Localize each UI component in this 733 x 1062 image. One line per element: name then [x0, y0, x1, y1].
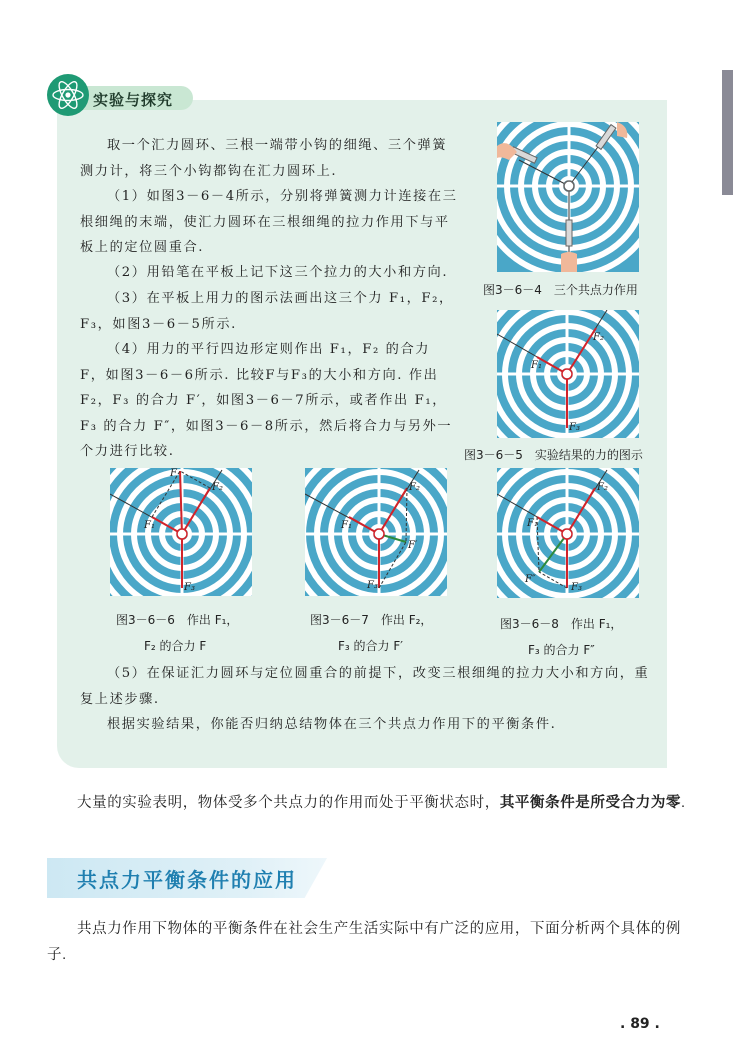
exp-paragraph-7: 根据实验结果，你能否归纳总结物体在三个共点力作用下的平衡条件.: [107, 717, 557, 732]
fig6-caption-line1: 图3－6－6 作出 F₁，: [116, 613, 239, 627]
figure-3-6-8: [497, 468, 639, 598]
exp-paragraph-4: （3）在平板上用力的图示法画出这三个力 F₁，F₂，F₃，如图3－6－5所示.: [80, 291, 454, 332]
fig5-label-F2: F₂: [593, 332, 604, 343]
fig8-label-Fdoubleprime: F″: [525, 574, 536, 585]
fig5-label-F3: F₃: [569, 422, 580, 433]
fig6-label-F3: F₃: [184, 582, 195, 593]
experiment-title: 实验与探究: [93, 91, 174, 109]
exp-paragraph-2: （1）如图3－6－4所示，分别将弹簧测力计连接在三根细绳的末端，使汇力圆环在三根细绳的拉力作用下与平板上的定位圆重合.: [80, 189, 458, 255]
exp-paragraph-1: 取一个汇力圆环、三根一端带小钩的细绳、三个弹簧测力计，将三个小钩都钩在汇力圆环上.: [80, 138, 448, 179]
conclusion-normal: 大量的实验表明，物体受多个共点力的作用而处于平衡状态时，: [77, 795, 500, 811]
page-number: . 89 .: [620, 1016, 660, 1032]
fig8-label-F1: F₁: [527, 518, 538, 529]
section-header: [47, 858, 347, 898]
atom-icon: [47, 74, 89, 116]
fig6-label-F: F: [170, 468, 177, 479]
fig8-label-F2: F₂: [597, 482, 608, 493]
fig7-label-F3: F₃: [367, 580, 378, 591]
fig8-caption-line1: 图3－6－8 作出 F₁，: [500, 617, 623, 631]
fig5-caption: 图3－6－5 实验结果的力的图示: [464, 448, 643, 462]
conclusion-bold-1: 其平衡条件是所受合: [499, 795, 636, 811]
fig7-caption-line1: 图3－6－7 作出 F₂，: [310, 613, 433, 627]
figure-3-6-4: [497, 122, 639, 272]
fig8-label-F3: F₃: [571, 582, 582, 593]
fig6-label-F2: F₂: [212, 482, 223, 493]
conclusion-bold-2: 力为零: [635, 795, 682, 811]
figure-3-6-7: [305, 468, 447, 596]
section-title: 共点力平衡条件的应用: [77, 868, 297, 892]
fig7-caption-line2: F₃ 的合力 F′: [338, 639, 403, 653]
fig7-label-F1: F₁: [341, 520, 352, 531]
chapter-side-label: [724, 205, 733, 355]
conclusion-end: .: [681, 795, 686, 811]
fig5-label-F1: F₁: [531, 360, 542, 371]
figure-3-6-6: [110, 468, 252, 596]
experiment-header: [47, 74, 193, 114]
fig7-label-Fprime: F′: [408, 540, 418, 551]
exp-paragraph-6: （5）在保证汇力圆环与定位圆重合的前提下，改变三根细绳的拉力大小和方向，重复上述步骤.: [80, 666, 650, 707]
fig6-label-F1: F₁: [144, 520, 155, 531]
chapter-side-tab: [722, 70, 733, 195]
fig6-caption-line2: F₂ 的合力 F: [144, 639, 207, 653]
exp-paragraph-5: （4）用力的平行四边形定则作出 F₁，F₂ 的合力 F，如图3－6－6所示. 比较F与F₃的大小和方向. 作出 F₂，F₃ 的合力 F′，如图3－6－7所示，或者作出 F₁，F₃ 的合力 F″，如图3－6－8所示，然后将合力与另外一个力进行比较.: [80, 342, 453, 459]
exp-paragraph-3: （2）用铅笔在平板上记下这三个拉力的大小和方向.: [107, 265, 449, 280]
fig8-caption-line2: F₃ 的合力 F″: [528, 643, 595, 657]
fig7-label-F2: F₂: [409, 482, 420, 493]
conclusion-paragraph: [47, 790, 687, 816]
figure-3-6-5: [497, 310, 639, 438]
fig4-caption: 图3－6－4 三个共点力作用: [483, 283, 638, 297]
application-paragraph: 共点力作用下物体的平衡条件在社会生产生活实际中有广泛的应用，下面分析两个具体的例子.: [47, 921, 681, 963]
